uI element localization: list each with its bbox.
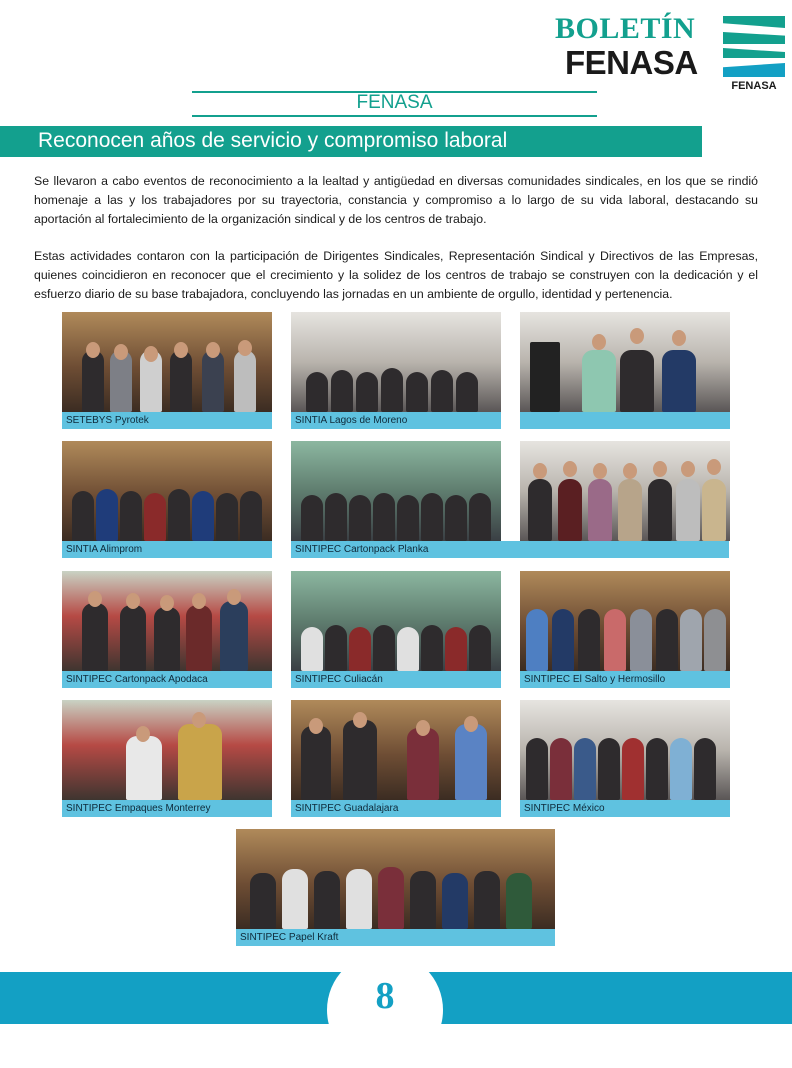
photo-tile (291, 700, 501, 817)
photo-tile (291, 441, 501, 558)
photo-caption: SINTIPEC Empaques Monterrey (62, 800, 272, 817)
photo-caption (520, 412, 730, 429)
masthead (553, 10, 788, 94)
photo-caption: SINTIPEC México (520, 800, 730, 817)
photo-caption: SINTIPEC Papel Kraft (236, 929, 555, 946)
body-paragraph-1: Se llevaron a cabo eventos de reconocimiento a la lealtad y antigüedad en diversas comunidades sindicales, en los que se rindió homenaje a las y los trabajadores por su trayectoria, constancia y compromiso a lo largo de su vida laboral, destacando su aportación al fortalecimiento de la organización sindical y de los centros de trabajo. (34, 174, 758, 226)
photo-caption: SINTIPEC Guadalajara (291, 800, 501, 817)
photo-caption: SINTIPEC El Salto y Hermosillo (520, 671, 730, 688)
event-photo (291, 441, 501, 541)
photo-caption: SINTIPEC Cartonpack Apodaca (62, 671, 272, 688)
masthead-title-boletin: BOLETÍN (555, 12, 696, 45)
event-photo (291, 571, 501, 671)
photo-tile (236, 829, 555, 946)
photo-tile (520, 441, 730, 558)
event-photo (520, 571, 730, 671)
event-photo (62, 441, 272, 541)
event-photo (62, 700, 272, 800)
photo-caption: SINTIA Lagos de Moreno (291, 412, 501, 429)
event-photo (291, 700, 501, 800)
event-photo (62, 312, 272, 412)
section-label: FENASA (356, 92, 433, 113)
article-title-bar (0, 126, 702, 157)
photo-tile (291, 312, 501, 429)
photo-caption: SINTIPEC Cartonpack Planka (291, 541, 729, 558)
photo-tile (520, 312, 730, 429)
body-paragraph-2: Estas actividades contaron con la participación de Dirigentes Sindicales, Representación Sindical y Directivos de las Empresas, quienes coincidieron en reconocer que el crecimiento y la solidez de los centros de trabajo se construyen con la dedicación y el esfuerzo diario de su base trabajadora, concluyendo las jornadas en un ambiente de orgullo, identidad y pertenencia. (34, 249, 758, 301)
photo-caption: SETEBYS Pyrotek (62, 412, 272, 429)
masthead-title-fenasa: FENASA (565, 44, 698, 81)
photo-tile (62, 441, 272, 558)
section-rule-bottom (192, 115, 597, 117)
photo-tile (62, 571, 272, 688)
fenasa-logo (723, 16, 785, 94)
logo-label: FENASA (731, 80, 777, 92)
photo-tile (62, 700, 272, 817)
article-title: Reconocen años de servicio y compromiso laboral (38, 129, 508, 152)
photo-tile (291, 571, 501, 688)
page-number: 8 (375, 975, 395, 1017)
event-photo (291, 312, 501, 412)
photo-tile (62, 312, 272, 429)
event-photo (520, 441, 730, 541)
photo-caption: SINTIPEC Culiacán (291, 671, 501, 688)
event-photo (236, 829, 555, 929)
photo-caption: SINTIA Alimprom (62, 541, 272, 558)
event-photo (62, 571, 272, 671)
event-photo (520, 312, 730, 412)
photo-tile (520, 700, 730, 817)
photo-tile (520, 571, 730, 688)
event-photo (520, 700, 730, 800)
